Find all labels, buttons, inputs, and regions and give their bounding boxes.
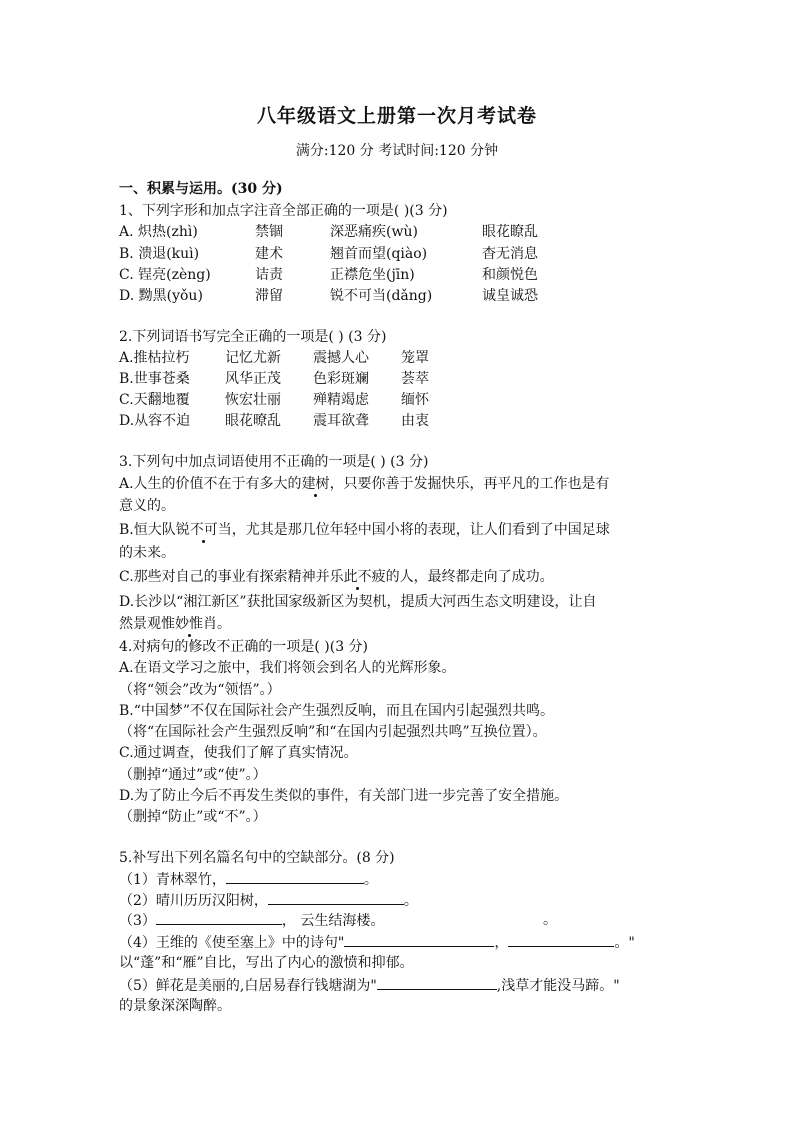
q1-option-d-col2: 滞留 (255, 288, 283, 304)
q5-item-4-pre: （4）王维的《使至塞上》中的诗句" (119, 935, 345, 951)
q4-option-a: A.在语文学习之旅中，我们将领会到名人的光辉形象。 (119, 660, 456, 676)
q3-d-text-post: 。 (217, 616, 231, 632)
exam-title: 八年级语文上册第一次月考试卷 (256, 105, 537, 127)
q1-option-c-col4: 和颜悦色 (482, 267, 538, 283)
q4-option-d: D.为了防止今后不再发生类似的事件，有关部门进一步完善了安全措施。 (119, 788, 569, 804)
q5-item-3 (119, 910, 384, 931)
q5-item-4-end: 。" (614, 935, 635, 951)
q5-item-3-pre: （3） (119, 913, 156, 929)
q3-b-text-post: ，尤其是那几位年轻中国小将的表现，让人们看到了中国足球 (231, 522, 610, 538)
q2-option-c-col1: C.天翻地覆 (119, 392, 190, 408)
q2-option-b-col3: 色彩斑斓 (313, 371, 369, 387)
q1-option-c-col2: 诘责 (255, 267, 283, 283)
q2-option-a-col2: 记忆尤新 (225, 350, 281, 366)
q4-stem: 4.对病句的修改不正确的一项是( )(3 分) (119, 639, 369, 655)
q3-b-dotted-word: 锐不可当 (175, 522, 232, 538)
q3-option-b-cont: 的未来。 (119, 545, 175, 561)
q5-item-2-text: （2）晴川历历汉阳树， (119, 893, 268, 909)
q3-option-d: D.长沙以“湘江新区”获批国家级新区为契机，提质大河西生态文明建设，让自 (119, 594, 597, 610)
q2-option-d-col3: 震耳欲聋 (313, 413, 369, 429)
q3-a-text-pre: A.人生的价值不在于有多大的 (119, 476, 302, 492)
q5-item-3-text: ， 云生结海楼。 (281, 913, 385, 929)
q2-option-a-col1: A.推枯拉朽 (119, 350, 190, 366)
q1-option-c-col3: 正襟危坐(jīn) (330, 267, 415, 283)
q5-item-3-end: 。 (543, 912, 557, 928)
q1-option-a-col2: 禁锢 (255, 224, 283, 240)
q2-option-c-col2: 恢宏壮丽 (225, 392, 281, 408)
q4-option-a-fix: （将“领会”改为“领悟”。） (119, 682, 281, 698)
q2-option-d-col4: 由衷 (401, 413, 429, 429)
q5-item-5-blank[interactable] (377, 975, 497, 990)
q4-option-b: B.“中国梦”不仅在国际社会产生强烈反响，而且在国内引起强烈共鸣。 (119, 703, 555, 719)
q3-c-dotted-word: 乐此不疲 (329, 569, 386, 585)
q1-option-d-col1: D. 黝黑(yǒu) (119, 288, 203, 304)
q2-option-b-col1: B.世事苍桑 (119, 371, 190, 387)
q3-option-d-cont (119, 614, 231, 634)
q1-option-b-col1: B. 溃退(kuì) (119, 246, 200, 262)
q3-stem: 3.下列句中加点词语使用不正确的一项是( ) (3 分) (119, 454, 429, 470)
q3-option-a (119, 474, 610, 494)
q1-option-a-col1: A. 炽热(zhì) (119, 224, 198, 240)
q1-option-c-col1: C. 锃亮(zèng) (119, 267, 211, 283)
q2-option-b-col2: 风华正茂 (225, 371, 281, 387)
q5-item-1-end: 。 (363, 872, 378, 888)
section-heading: 一、积累与运用。(30 分) (119, 181, 283, 197)
q3-a-text-post: ，只要你善于发掘快乐，再平凡的工作也是有 (329, 476, 610, 492)
q3-a-dotted-word: 建树 (301, 476, 330, 492)
q1-option-b-col4: 杳无消息 (482, 246, 538, 262)
q4-option-d-fix: （删掉“防止”或“不”。） (119, 809, 267, 825)
q4-option-c: C.通过调查，使我们了解了真实情况。 (119, 745, 358, 761)
q1-option-d-col4: 诚皇诚恐 (482, 288, 538, 304)
q5-item-3-blank[interactable] (156, 910, 282, 925)
q5-item-5-pre: （5）鲜花是美丽的,白居易春行钱塘湖为" (119, 978, 377, 994)
q2-option-d-col1: D.从容不迫 (119, 413, 191, 429)
q3-d-text-pre: 然景观 (119, 616, 161, 632)
q2-option-a-col3: 震撼人心 (313, 350, 369, 366)
q2-option-d-col2: 眼花暸乱 (225, 413, 281, 429)
q3-option-b (119, 520, 610, 540)
q3-c-text-pre: C.那些对自己的事业有探索精神并 (119, 569, 330, 585)
q5-item-5-cont: 的景象深深陶醉。 (119, 998, 231, 1014)
q5-item-2 (119, 890, 418, 911)
q3-option-a-cont: 意义的。 (119, 498, 175, 514)
exam-subtitle: 满分:120 分 考试时间:120 分钟 (295, 143, 499, 159)
q5-stem: 5.补写出下列名篇名句中的空缺部分。(8 分) (119, 850, 395, 866)
q3-c-text-post: 的人，最终都走向了成功。 (385, 569, 554, 585)
q2-stem: 2.下列词语书写完全正确的一项是( ) (3 分) (119, 329, 387, 345)
q1-option-b-col2: 建术 (255, 246, 283, 262)
q5-item-1-blank[interactable] (226, 869, 364, 884)
q5-item-4-blank-2[interactable] (508, 932, 614, 947)
q3-d-dotted-word: 惟妙惟肖 (161, 616, 217, 632)
q1-option-d-col3: 锐不可当(dǎng) (330, 288, 433, 304)
q4-option-c-fix: （删掉“通过”或“使”。） (119, 767, 267, 783)
q1-option-a-col3: 深恶痛疾(wù) (330, 224, 418, 240)
q5-item-4-sep: ， (494, 935, 509, 951)
q5-item-2-blank[interactable] (268, 890, 404, 905)
q1-option-b-col3: 翘首而望(qiào) (330, 246, 428, 262)
q2-option-b-col4: 荟萃 (401, 371, 429, 387)
q5-item-4-cont: 以“蓬”和“雁”自比，写出了内心的激愤和抑郁。 (119, 955, 414, 971)
q3-option-c (119, 567, 554, 587)
q5-item-1 (119, 869, 378, 890)
q2-option-c-col4: 缅怀 (401, 392, 429, 408)
q5-item-5 (119, 975, 620, 996)
q2-option-c-col3: 殚精竭虑 (313, 392, 369, 408)
q2-option-a-col4: 笼罩 (401, 350, 429, 366)
q1-option-a-col4: 眼花瞭乱 (482, 224, 538, 240)
q5-item-2-end: 。 (403, 893, 418, 909)
q4-option-b-fix: （将“在国际社会产生强烈反响”和“在国内引起强烈共鸣”互换位置）。 (119, 724, 547, 740)
q1-stem: 1、下列字形和加点字注音全部正确的一项是( )(3 分) (119, 203, 448, 219)
q5-item-1-text: （1）青林翠竹， (119, 872, 226, 888)
q5-item-4 (119, 932, 635, 953)
q3-b-text-pre: B.恒大队 (119, 522, 176, 538)
q5-item-4-blank-1[interactable] (344, 932, 494, 947)
q5-item-5-post: ,浅草才能没马蹄。" (496, 978, 620, 994)
